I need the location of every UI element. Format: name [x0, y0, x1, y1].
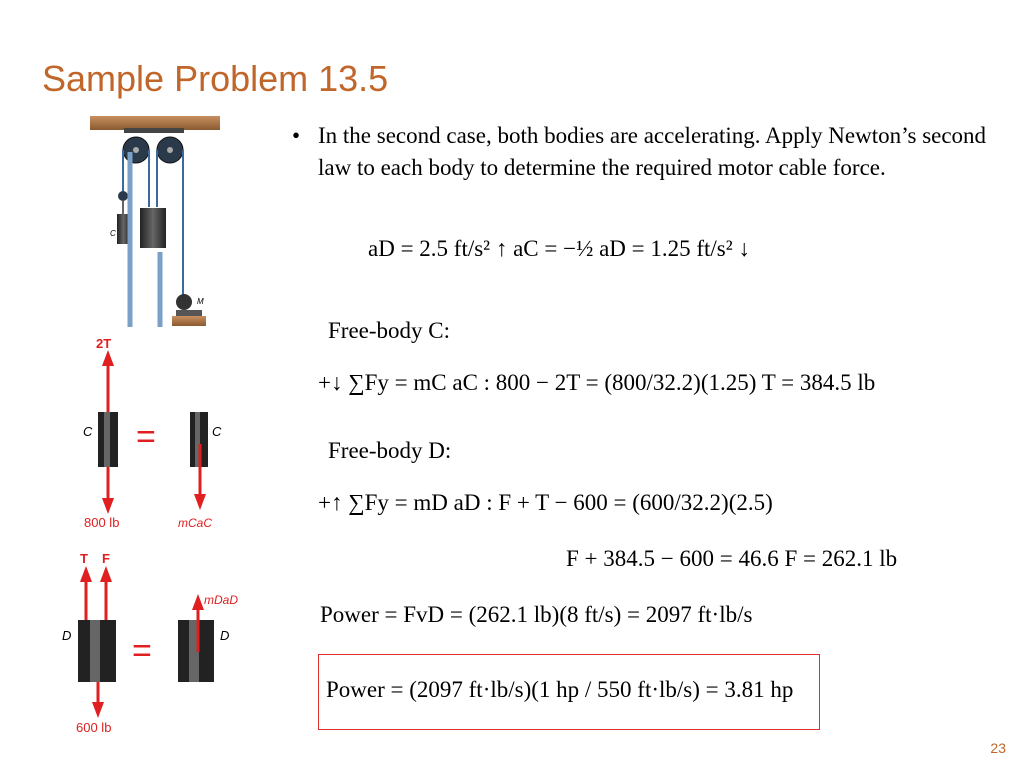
free-body-d-equation: +↑ ∑Fy = mD aD : F + T − 600 = (600/32.2)(2.5) [318, 490, 773, 515]
free-body-c-equation: +↓ ∑Fy = mC aC : 800 − 2T = (800/32.2)(1.25) T = 384.5 lb [318, 370, 876, 395]
svg-text:T: T [80, 551, 88, 566]
lower-pulley [118, 191, 128, 201]
svg-text:C: C [110, 229, 116, 238]
bullet-dot: • [292, 123, 301, 148]
svg-text:600 lb: 600 lb [76, 720, 112, 735]
svg-text:F: F [102, 551, 110, 566]
free-body-d-result: F + 384.5 − 600 = 46.6 F = 262.1 lb [566, 546, 898, 571]
svg-text:mCaC: mCaC [178, 516, 213, 530]
svg-text:D: D [62, 628, 72, 643]
ceiling-beam [90, 116, 220, 130]
power-result-equation: Power = (2097 ft·lb/s)(1 hp / 550 ft·lb/s) = 3.81 hp [326, 677, 794, 702]
bullet-text: In the second case, both bodies are accelerating. Apply Newton’s second law to each body to determine the required motor cable force. [318, 123, 987, 180]
pulley-system-figure [88, 112, 224, 330]
free-body-d-label: Free-body D: [328, 438, 452, 463]
svg-text:800 lb: 800 lb [84, 515, 120, 530]
power-equation: Power = FvD = (262.1 lb)(8 ft/s) = 2097 ft·lb/s [320, 602, 753, 627]
free-body-d-figure [58, 548, 258, 740]
page-number: 23 [990, 740, 1006, 756]
svg-text:=: = [132, 632, 152, 670]
svg-text:mDaD: mDaD [204, 593, 239, 607]
svg-text:C: C [212, 424, 222, 439]
block-d [140, 208, 166, 248]
svg-text:2T: 2T [96, 336, 112, 351]
free-body-c-label: Free-body C: [328, 318, 451, 343]
svg-text:C: C [83, 424, 93, 439]
bullet-point [292, 120, 1012, 184]
acceleration-equation: aD = 2.5 ft/s² ↑ aC = −½ aD = 1.25 ft/s² ↓ [368, 236, 750, 261]
svg-text:=: = [136, 418, 156, 456]
page-title: Sample Problem 13.5 [42, 58, 389, 99]
free-body-c-figure [78, 334, 238, 534]
motor [176, 294, 192, 310]
svg-text:D: D [220, 628, 230, 643]
svg-text:M: M [197, 297, 204, 306]
